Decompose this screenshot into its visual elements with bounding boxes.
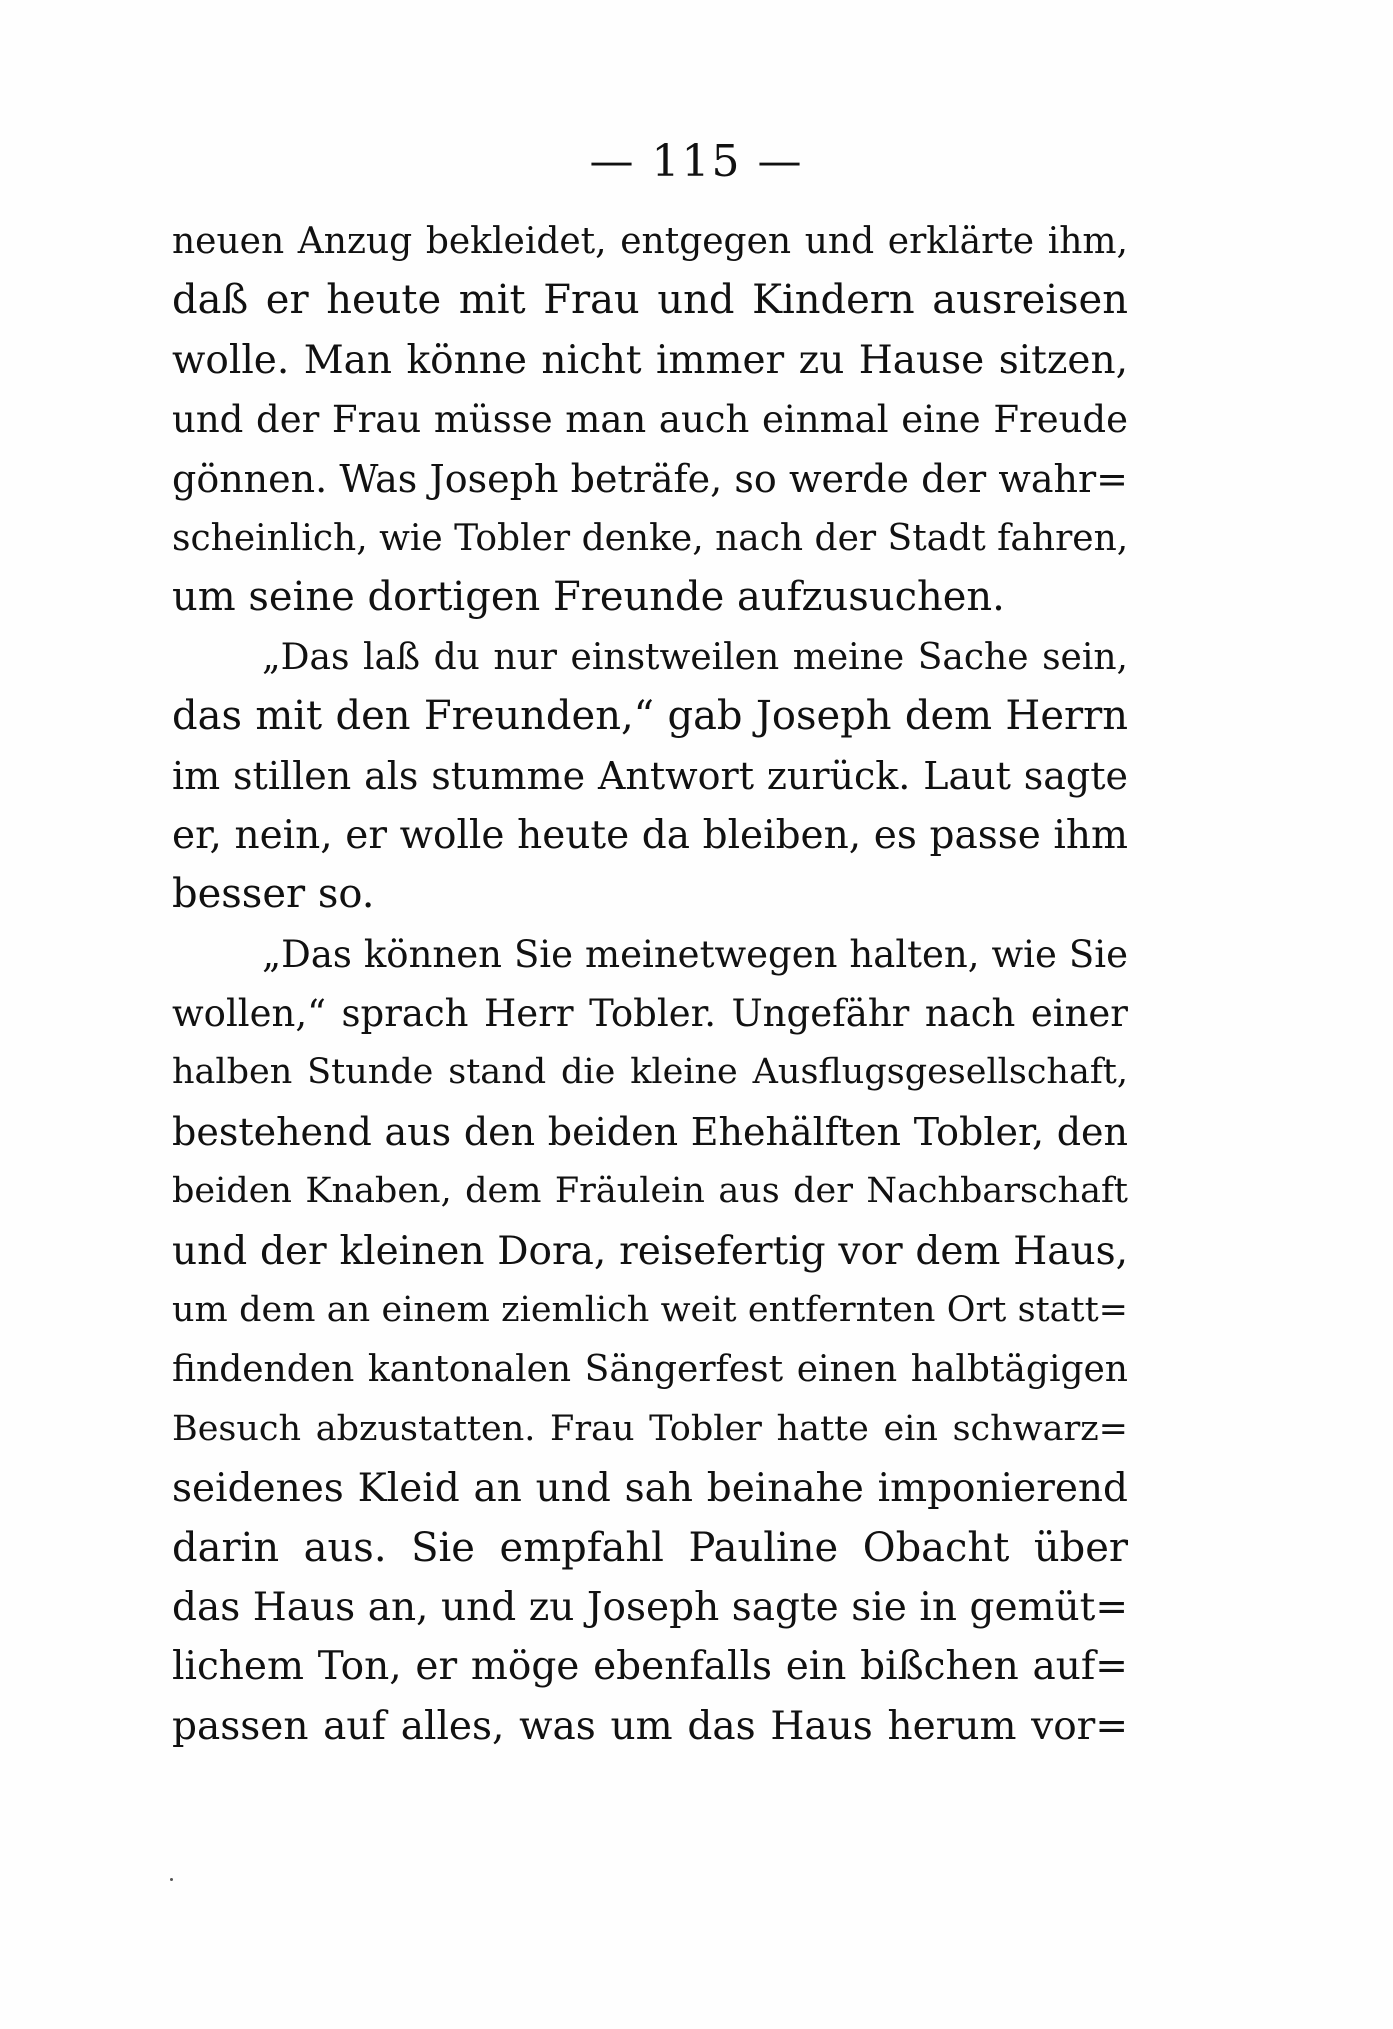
text-line: scheinlich, wie Tobler denke, nach der Stadt fahren,	[172, 517, 1129, 559]
text-line: im stillen als stumme Antwort zurück. Laut sagte	[172, 753, 1128, 798]
text-line: er, nein, er wolle heute da bleiben, es passe ihm	[172, 812, 1128, 858]
text-line: neuen Anzug bekleidet, entgegen und erklärte ihm,	[172, 221, 1128, 262]
text-line: Besuch abzustatten. Frau Tobler hatte ein schwarz=	[172, 1408, 1128, 1449]
text-line: das Haus an, und zu Joseph sagte sie in gemüt=	[172, 1584, 1128, 1630]
paragraph-end-line: um seine dortigen Freunde aufzusuchen.	[172, 574, 1005, 621]
text-line: lichem Ton, er möge ebenfalls ein bißchen auf=	[172, 1644, 1128, 1690]
page-number: — 115 —	[589, 136, 804, 187]
text-line: und der Frau müsse man auch einmal eine Freude	[172, 398, 1128, 442]
text-line: passen auf alles, was um das Haus herum vor=	[172, 1703, 1128, 1749]
paper-speck	[170, 1878, 173, 1881]
text-line: um dem an einem ziemlich weit entfernten Ort statt=	[172, 1290, 1128, 1331]
text-line: daß er heute mit Frau und Kindern ausreisen	[172, 277, 1128, 324]
text-line: bestehend aus den beiden Ehehälften Tobler, den	[172, 1109, 1128, 1154]
body-text	[172, 212, 1128, 1756]
paragraph-start-line: „Das können Sie meinetwegen halten, wie Sie	[262, 932, 1128, 976]
text-line: gönnen. Was Joseph beträfe, so werde der wahr=	[172, 456, 1128, 501]
text-line: beiden Knaben, dem Fräulein aus der Nachbarschaft	[172, 1171, 1128, 1212]
text-line: und der kleinen Dora, reisefertig vor dem Haus,	[172, 1228, 1128, 1274]
paragraph-end-line: besser so.	[172, 871, 375, 918]
text-line: darin aus. Sie empfahl Pauline Obacht über	[172, 1524, 1128, 1571]
text-line: findenden kantonalen Sängerfest einen halbtägigen	[172, 1349, 1128, 1391]
text-line: wollen,“ sprach Herr Tobler. Ungefähr nach einer	[172, 992, 1128, 1036]
text-line: das mit den Freunden,“ gab Joseph dem Herrn	[172, 693, 1128, 740]
text-line: halben Stunde stand die kleine Ausflugsgesellschaft,	[172, 1052, 1128, 1093]
paragraph-start-line: „Das laß du nur einstweilen meine Sache sein,	[262, 636, 1128, 678]
text-line: seidenes Kleid an und sah beinahe imponierend	[172, 1466, 1128, 1512]
text-line: wolle. Man könne nicht immer zu Hause sitzen,	[172, 337, 1128, 383]
